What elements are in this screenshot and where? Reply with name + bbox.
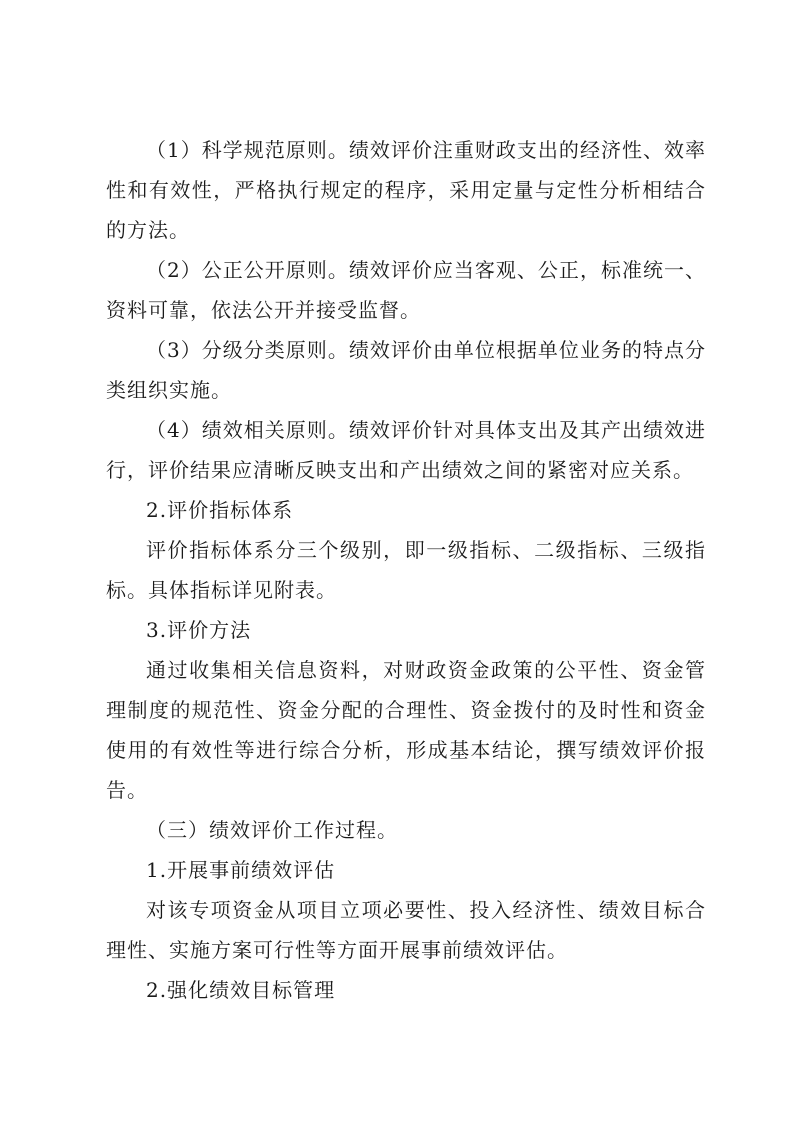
- paragraph-principle-4: （4）绩效相关原则。绩效评价针对具体支出及其产出绩效进行，评价结果应清晰反映支出和产出绩效之间的紧密对应关系。: [106, 418, 706, 482]
- heading-work-process: （三）绩效评价工作过程。: [146, 818, 398, 842]
- paragraph-principle-2: （2）公正公开原则。绩效评价应当客观、公正，标准统一、资料可靠，依法公开并接受监督。: [106, 258, 706, 322]
- heading-evaluation-method: 3.评价方法: [146, 618, 252, 642]
- paragraph-principle-3: （3）分级分类原则。绩效评价由单位根据单位业务的特点分类组织实施。: [106, 338, 706, 402]
- heading-indicator-system: 2.评价指标体系: [146, 498, 294, 522]
- paragraph-prior-assessment: 对该专项资金从项目立项必要性、投入经济性、绩效目标合理性、实施方案可行性等方面开展事前绩效评估。: [106, 898, 706, 962]
- paragraph-principle-1: （1）科学规范原则。绩效评价注重财政支出的经济性、效率性和有效性，严格执行规定的程序，采用定量与定性分析相结合的方法。: [106, 138, 706, 242]
- document-body: [106, 130, 706, 1010]
- paragraph-indicator-system: 评价指标体系分三个级别，即一级指标、二级指标、三级指标。具体指标详见附表。: [106, 538, 706, 602]
- paragraph-evaluation-method: 通过收集相关信息资料，对财政资金政策的公平性、资金管理制度的规范性、资金分配的合理性、资金拨付的及时性和资金使用的有效性等进行综合分析，形成基本结论，撰写绩效评价报告。: [106, 658, 706, 802]
- heading-prior-assessment: 1.开展事前绩效评估: [146, 858, 336, 882]
- heading-target-management: 2.强化绩效目标管理: [146, 978, 336, 1002]
